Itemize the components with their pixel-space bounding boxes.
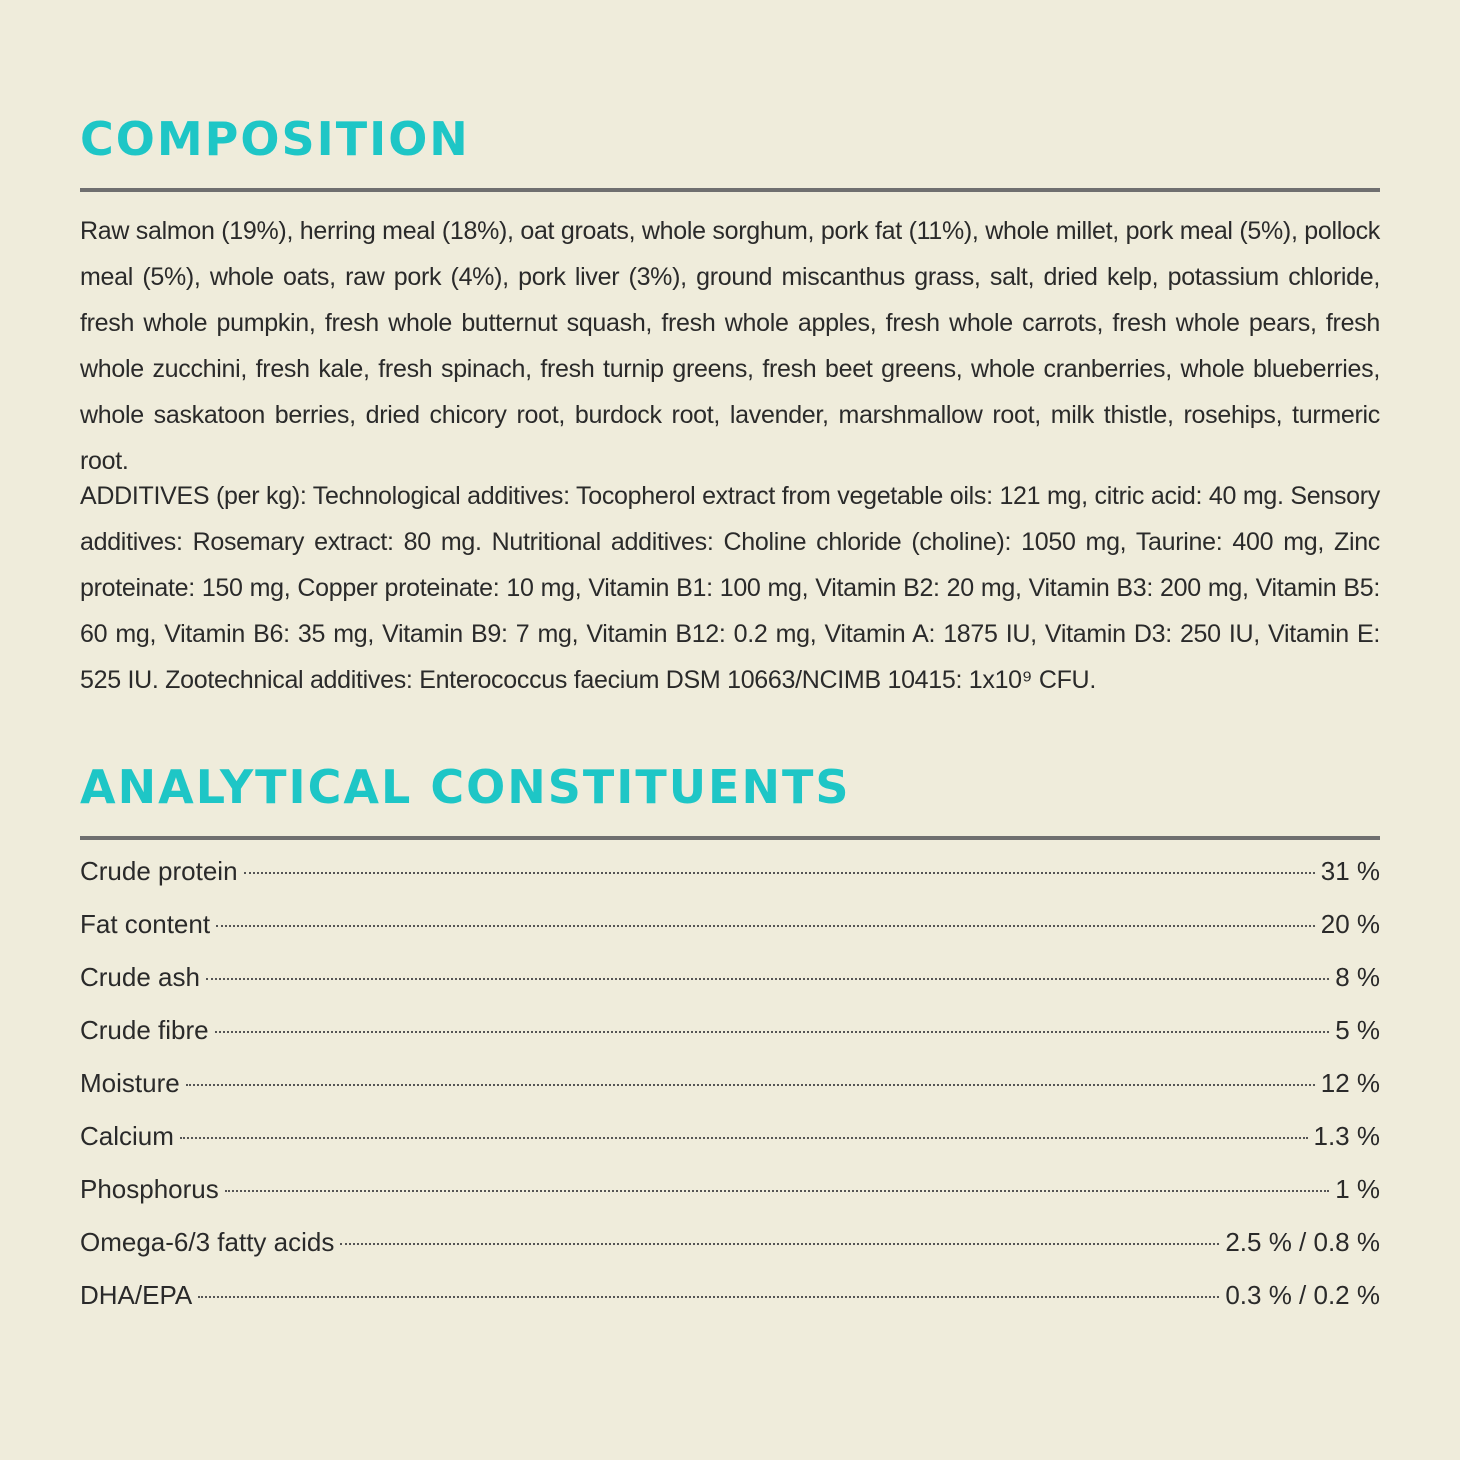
constituent-row xyxy=(80,1174,1380,1227)
dot-leader xyxy=(215,1031,1330,1033)
analytical-constituents-heading: ANALYTICAL CONSTITUENTS xyxy=(80,760,851,814)
additives-paragraph: ADDITIVES (per kg): Technological additives: Tocopherol extract from vegetable oils: 121 mg, citric acid: 40 mg. Sensory additives: Rosemary extract: 80 mg. Nutritional additives: Choline chloride (choline): 1050 mg, Taurine: 400 mg, Zinc proteinate: 150 mg, Copper proteinate: 10 mg, Vitamin B1: 100 mg, Vitamin B2: 20 mg, Vitamin B3: 200 mg, Vitamin B5: 60 mg, Vitamin B6: 35 mg, Vitamin B9: 7 mg, Vitamin B12: 0.2 mg, Vitamin A: 1875 IU, Vitamin D3: 250 IU, Vitamin E: 525 IU. Zootechnical additives: Enterococcus faecium DSM 10663/NCIMB 10415: 1x10⁹ CFU. xyxy=(80,482,1380,694)
composition-heading: COMPOSITION xyxy=(80,112,470,166)
constituent-label: Crude protein xyxy=(80,856,238,886)
constituent-row xyxy=(80,1068,1380,1121)
constituent-value: 0.3 % / 0.2 % xyxy=(1225,1280,1380,1310)
constituent-row xyxy=(80,856,1380,909)
dot-leader xyxy=(198,1296,1219,1298)
constituent-label: Phosphorus xyxy=(80,1174,219,1204)
composition-divider xyxy=(80,188,1380,192)
constituent-label: Fat content xyxy=(80,909,211,939)
constituent-label: Moisture xyxy=(80,1068,180,1098)
constituent-value: 2.5 % / 0.8 % xyxy=(1225,1227,1380,1257)
constituent-label: DHA/EPA xyxy=(80,1280,193,1310)
constituent-row xyxy=(80,1015,1380,1068)
constituent-value: 1.3 % xyxy=(1313,1121,1380,1151)
dot-leader xyxy=(244,872,1315,874)
ingredients-paragraph: Raw salmon (19%), herring meal (18%), oat groats, whole sorghum, pork fat (11%), whole millet, pork meal (5%), pollock meal (5%), whole oats, raw pork (4%), pork liver (3%), ground miscanthus grass, salt, dried kelp, potassium chloride, fresh whole pumpkin, fresh whole butternut squash, fresh whole apples, fresh whole carrots, fresh whole pears, fresh whole zucchini, fresh kale, fresh spinach, fresh turnip greens, fresh beet greens, whole cranberries, whole blueberries, whole saskatoon berries, dried chicory root, burdock root, lavender, marshmallow root, milk thistle, rosehips, turmeric root. xyxy=(80,217,1380,475)
dot-leader xyxy=(340,1243,1219,1245)
constituent-row xyxy=(80,909,1380,962)
constituent-row xyxy=(80,962,1380,1015)
dot-leader xyxy=(225,1190,1329,1192)
dot-leader xyxy=(206,978,1329,980)
constituent-value: 12 % xyxy=(1320,1068,1380,1098)
constituent-value: 8 % xyxy=(1335,962,1380,992)
constituent-row xyxy=(80,1227,1380,1280)
constituent-label: Crude ash xyxy=(80,962,200,992)
constituent-row xyxy=(80,1280,1380,1333)
constituent-label: Crude fibre xyxy=(80,1015,209,1045)
constituent-value: 31 % xyxy=(1320,856,1380,886)
constituents-list xyxy=(80,856,1380,1333)
dot-leader xyxy=(180,1137,1308,1139)
constituent-row xyxy=(80,1121,1380,1174)
constituent-value: 1 % xyxy=(1335,1174,1380,1204)
constituent-value: 20 % xyxy=(1320,909,1380,939)
dot-leader xyxy=(216,925,1315,927)
constituent-value: 5 % xyxy=(1335,1015,1380,1045)
constituent-label: Calcium xyxy=(80,1121,174,1151)
constituent-label: Omega-6/3 fatty acids xyxy=(80,1227,335,1257)
analytical-divider xyxy=(80,836,1380,840)
dot-leader xyxy=(186,1084,1315,1086)
